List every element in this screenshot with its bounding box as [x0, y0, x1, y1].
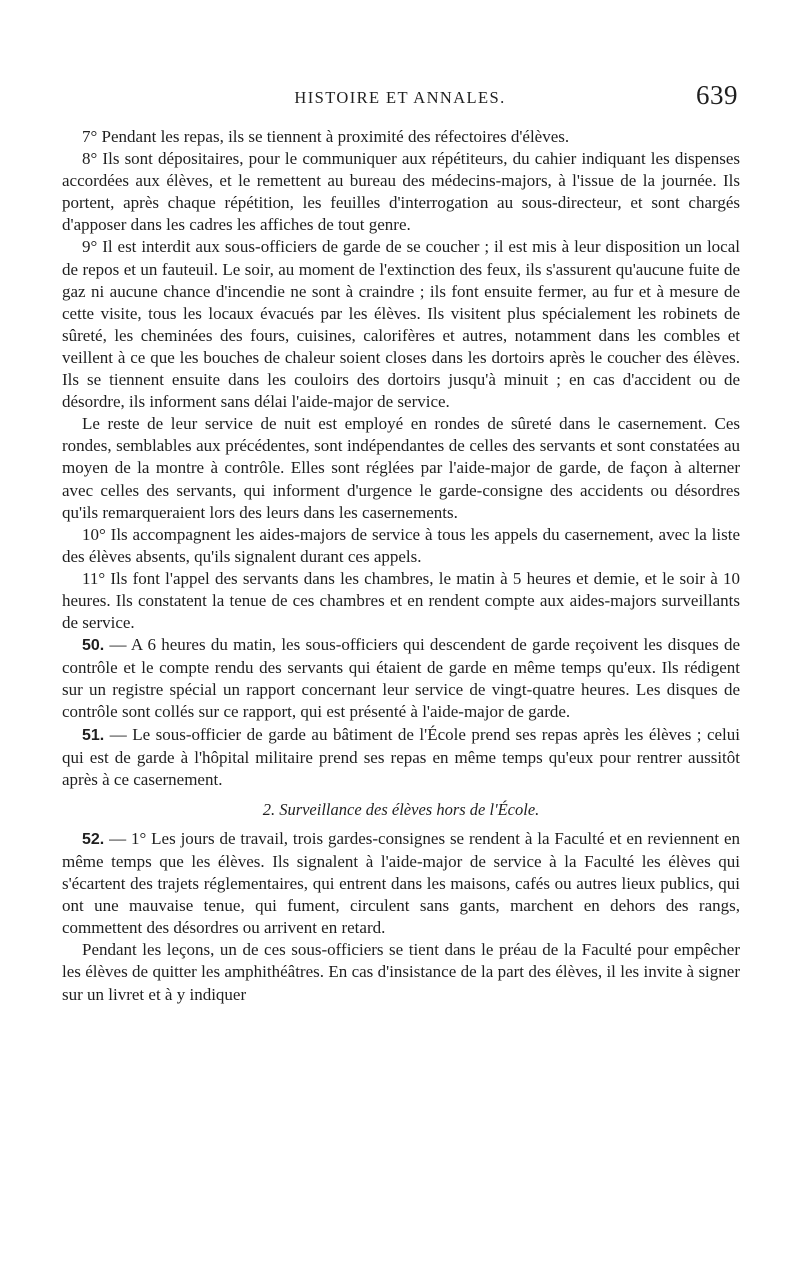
section-number: 52.: [82, 830, 105, 848]
paragraph: [62, 524, 740, 568]
paragraph: [62, 413, 740, 523]
body-text: [62, 126, 740, 1006]
paragraph-text: — Le sous-officier de garde au bâtiment de l'École prend ses repas après les élèves ; celui qui est de garde à l'hôpital militaire prend ses repas en même temps qu'eux pour rentrer aussitôt après à ce casernement.: [62, 724, 741, 789]
paragraph-text: 10° Ils accompagnent les aides-majors de service à tous les appels du casernement, avec la liste des élèves absents, qu'ils signalent durant ces appels.: [62, 524, 740, 566]
paragraph: [62, 236, 740, 413]
paragraph-text: Pendant les leçons, un de ces sous-officiers se tient dans le préau de la Faculté pour empêcher les élèves de quitter les amphithéâtres. En cas d'insistance de la part des élèves, il les invite à signer sur un livret et à y indiquer: [62, 940, 740, 1004]
paragraph: [62, 568, 740, 634]
paragraph-text: — 1° Les jours de travail, trois gardes-consignes se rendent à la Faculté et en reviennent en même temps que les élèves. Ils signalent à l'aide-major de service à la Faculté les élèves qui s'écartent des trajets réglementaires, qui entrent dans les maisons, cafés ou autres lieux publics, qui ont une mauvaise tenue, qui fument, circulent sans gants, marchent en dehors des rangs, commettent des désordres ou arrivent en retard.: [62, 828, 740, 938]
paragraph-text: 9° Il est interdit aux sous-officiers de garde de se coucher ; il est mis à leur disposition un local de repos et un fauteuil. Le soir, au moment de l'extinction des feux, ils s'assurent qu'aucune fuite de gaz ni aucune chance d'incendie ne sont à craindre ; ils font ensuite fermer, au fur et à mesure de cette visite, tous les locaux évacués par les élèves. Ils visitent plus spécialement les robinets de sûreté, les cheminées des fours, cuisines, calorifères et autres, notamment dans les combles et veillent à ce que les bouches de chaleur soient closes dans les dortoirs après le coucher des élèves. Ils se tiennent ensuite dans les couloirs des dortoirs jusqu'à minuit ; en cas d'accident ou de désordre, ils informent sans délai l'aide-major de service.: [62, 237, 740, 412]
section-number: 50.: [82, 637, 105, 655]
page-number: 639: [696, 80, 738, 110]
paragraph-text: 7° Pendant les repas, ils se tiennent à proximité des réfectoires d'élèves.: [82, 127, 570, 146]
paragraph: [62, 939, 740, 1005]
subsection-heading: 2. Surveillance des élèves hors de l'École.: [262, 799, 540, 819]
paragraph: [62, 634, 740, 723]
paragraph: [62, 148, 740, 236]
section-number: 51.: [82, 726, 105, 744]
paragraph-text: 11° Ils font l'appel des servants dans les chambres, le matin à 5 heures et demie, et le soir à 10 heures. Ils constatent la tenue de ces chambres et en rendent compte aux aides-majors surveillants de service.: [62, 568, 740, 633]
paragraph-text: — A 6 heures du matin, les sous-officiers qui descendent de garde reçoivent les disques de contrôle et le compte rendu des servants qui étaient de garde en même temps qu'eux. Ils rédigent sur un registre spécial un rapport concernant leur service de vingt-quatre heures. Les disques de contrôle sont collés sur ce rapport, qui est présenté à l'aide-major de garde.: [62, 635, 740, 722]
running-title: HISTOIRE ET ANNALES.: [294, 88, 506, 107]
paragraph-text: Le reste de leur service de nuit est employé en rondes de sûreté dans le casernement. Ces rondes, semblables aux précédentes, sont indépendantes de celles des servants et sont constatées au moyen de la montre à contrôle. Elles sont réglées par l'aide-major de garde, de façon à alterner avec celles des servants, qui informent d'urgence le garde-consigne des accidents ou désordres qu'ils remarqueraient lors des leurs dans les casernements.: [62, 414, 740, 522]
page-header: [62, 80, 738, 122]
paragraph: [62, 724, 740, 791]
paragraph: [62, 126, 740, 148]
paragraph: [62, 828, 740, 939]
paragraph-text: 8° Ils sont dépositaires, pour le communiquer aux répétiteurs, du cahier indiquant les dispenses accordées aux élèves, et le remettent au bureau des médecins-majors, à l'issue de la journée. Ils portent, après chaque répétition, les feuilles d'interrogation au sous-directeur, et sont chargés d'apposer dans les cadres les affiches de tout genre.: [62, 149, 740, 235]
